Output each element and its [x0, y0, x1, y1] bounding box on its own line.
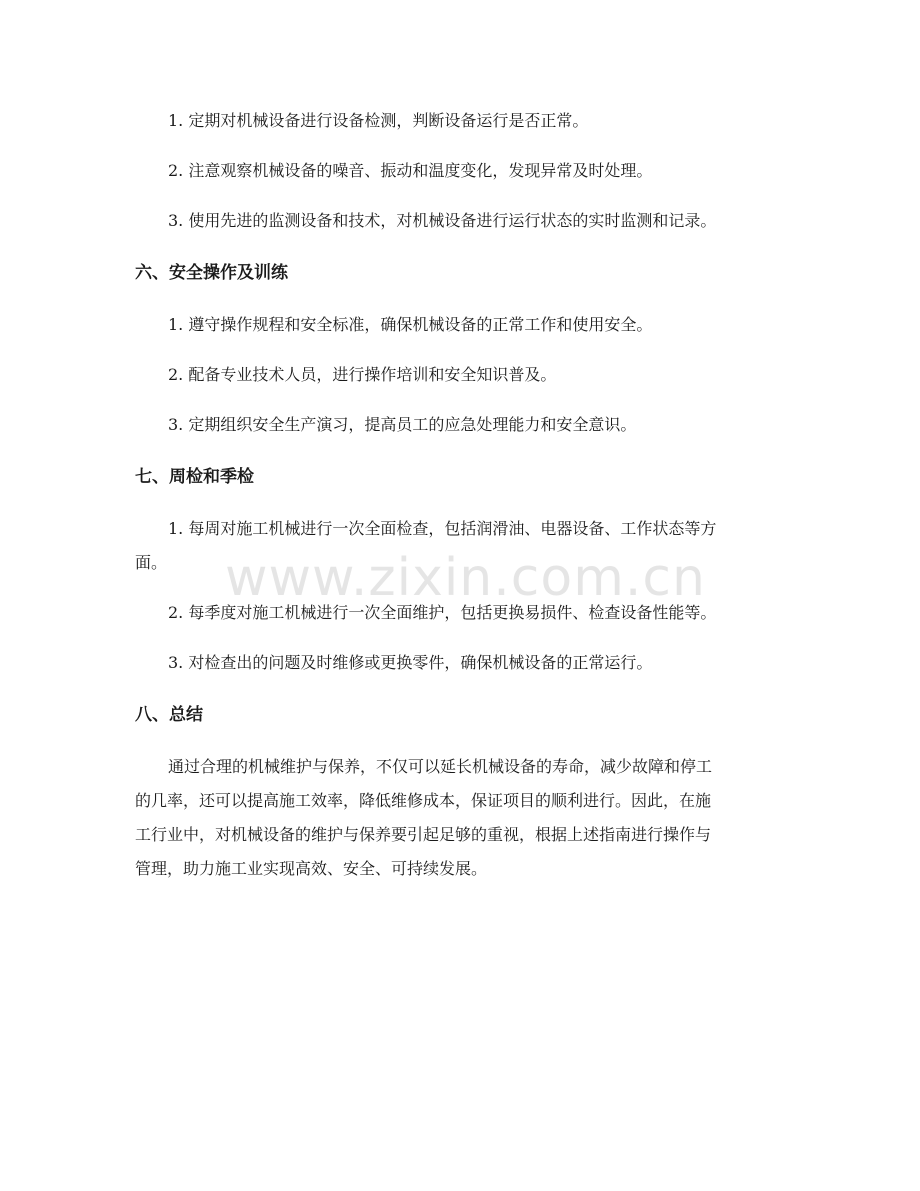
section7-item-1-line-1: 1. 每周对施工机械进行一次全面检查，包括润滑油、电器设备、工作状态等方 — [168, 519, 717, 538]
summary-line-2: 的几率，还可以提高施工效率，降低维修成本，保证项目的顺利进行。因此，在施 — [135, 791, 712, 810]
summary-line-3: 工行业中，对机械设备的维护与保养要引起足够的重视，根据上述指南进行操作与 — [135, 825, 712, 844]
section5-item-3: 3. 使用先进的监测设备和技术，对机械设备进行运行状态的实时监测和记录。 — [168, 211, 717, 230]
section7-item-1-line-2: 面。 — [135, 553, 168, 572]
section6-heading: 六、安全操作及训练 — [135, 263, 288, 283]
section6-item-3: 3. 定期组织安全生产演习，提高员工的应急处理能力和安全意识。 — [168, 415, 637, 434]
section5-item-2: 2. 注意观察机械设备的噪音、振动和温度变化，发现异常及时处理。 — [168, 161, 653, 180]
section6-item-1: 1. 遵守操作规程和安全标准，确保机械设备的正常工作和使用安全。 — [168, 315, 653, 334]
summary-line-1: 通过合理的机械维护与保养，不仅可以延长机械设备的寿命，减少故障和停工 — [168, 757, 713, 776]
summary-line-4: 管理，助力施工业实现高效、安全、可持续发展。 — [135, 859, 488, 878]
section5-item-1: 1. 定期对机械设备进行设备检测，判断设备运行是否正常。 — [168, 111, 589, 130]
section7-heading: 七、周检和季检 — [135, 467, 254, 487]
watermark: www.zixin.com.cn — [225, 548, 706, 608]
section7-item-2: 2. 每季度对施工机械进行一次全面维护，包括更换易损件、检查设备性能等。 — [168, 603, 717, 622]
section8-heading: 八、总结 — [135, 705, 203, 725]
section7-item-3: 3. 对检查出的问题及时维修或更换零件，确保机械设备的正常运行。 — [168, 653, 653, 672]
section6-item-2: 2. 配备专业技术人员，进行操作培训和安全知识普及。 — [168, 365, 557, 384]
